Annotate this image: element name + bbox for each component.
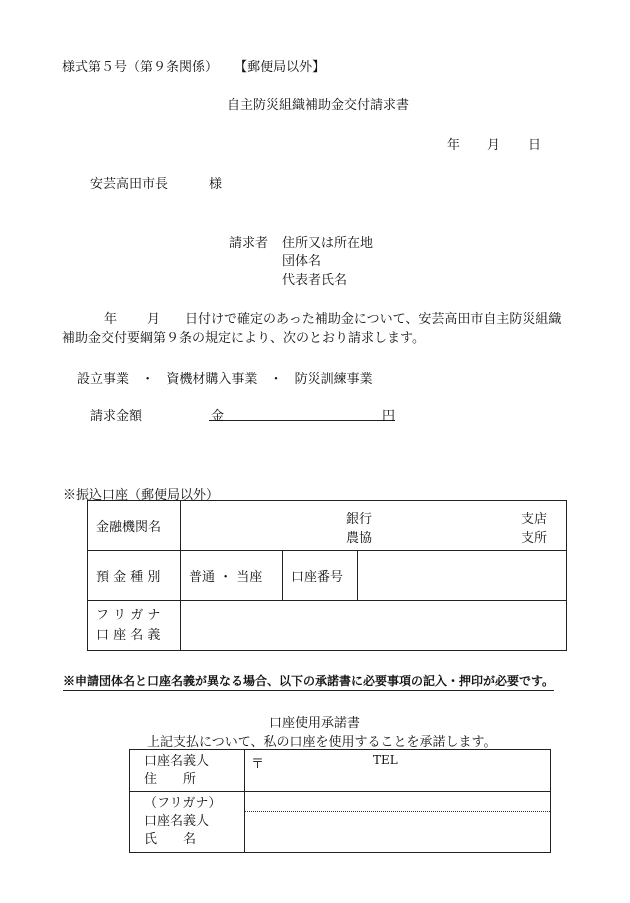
postal-mark: 〒 [251,757,265,772]
bank-table [87,500,567,651]
deposit-type-field[interactable] [181,551,283,601]
account-name-label: 口 座 名 義 [96,627,161,643]
deposit-type-options[interactable]: 普通 ・ 当座 [189,570,263,585]
holder-name-field[interactable] [245,792,551,853]
institution-field[interactable] [181,501,567,551]
consent-table [129,749,551,853]
tel-label: TEL [373,753,398,767]
furigana-label: （フリガナ） [144,796,222,811]
separator: ・ [141,372,155,387]
form-number [62,56,325,75]
project-options [77,368,373,387]
holder-label: 口座名義人 [144,753,210,769]
bank-label: 銀行 [346,512,373,527]
notice-text: ※申請団体名と口座名義が異なる場合、以下の承諾書に必要事項の記入・押印が必要です。 [63,672,554,691]
institution-label: 金融機関名 [96,520,162,535]
deposit-type-label: 預 金 種 別 [96,570,161,585]
claimant-rep-label: 代表者氏名 [282,273,348,288]
holder-label: 口座名義人 [144,814,210,829]
account-number-label-cell [283,551,358,601]
bank-section-title: ※振込口座（郵便局以外） [63,488,220,503]
addressee-honorific: 様 [209,177,223,192]
project-training[interactable]: 防災訓練事業 [294,372,373,387]
amount-suffix: 円 [381,409,395,424]
form-variant: 【郵便局以外】 [234,60,326,75]
holder-name-label: 氏 名 [144,832,197,847]
date-year-label: 年 [447,138,461,153]
consent-text: 上記支払について、私の口座を使用することを承諾します。 [147,735,497,750]
holder-address-label: 住 所 [144,771,197,787]
body-line2: 補助金交付要綱第９条の規定により、次のとおり請求します。 [62,331,425,346]
institution-label-cell [88,501,181,551]
claimant-label: 請求者 [229,236,269,251]
account-number-field[interactable] [358,551,567,601]
amount-label: 請求金額 [90,409,143,424]
nokyo-label: 農協 [346,531,373,546]
separator: ・ [269,372,283,387]
amount-field[interactable] [209,405,395,424]
account-name-label-cell [88,601,181,651]
project-establishment[interactable]: 設立事業 [77,372,130,387]
account-name-field[interactable] [181,601,567,651]
holder-address-label-cell [130,750,245,792]
holder-address-field[interactable] [245,750,551,792]
holder-name-label-cell [130,792,245,853]
form-number-text: 様式第５号（第９条関係） [62,60,219,75]
claimant-address-label: 住所又は所在地 [282,236,374,251]
claimant-group-label: 団体名 [282,254,322,269]
furigana-field[interactable] [245,792,550,812]
branch-label: 支店 [521,512,548,527]
deposit-type-label-cell [88,551,181,601]
consent-title: 口座使用承諾書 [269,716,361,731]
amount-prefix: 金 [211,409,225,424]
date-day-label: 日 [528,138,542,153]
body-line1: 日付けで確定のあった補助金について、安芸高田市自主防災組織 [185,312,562,327]
date-month-label: 月 [487,138,501,153]
account-number-label: 口座番号 [291,570,344,585]
body-year: 年 [104,312,118,327]
name-field[interactable] [245,812,550,852]
addressee-name: 安芸高田市長 [90,177,169,192]
furigana-label: フ リ ガ ナ [96,607,161,623]
branch-office-label: 支所 [521,531,548,546]
project-equipment[interactable]: 資機材購入事業 [166,372,258,387]
document-title: 自主防災組織補助金交付請求書 [227,98,410,113]
body-month: 月 [147,312,161,327]
